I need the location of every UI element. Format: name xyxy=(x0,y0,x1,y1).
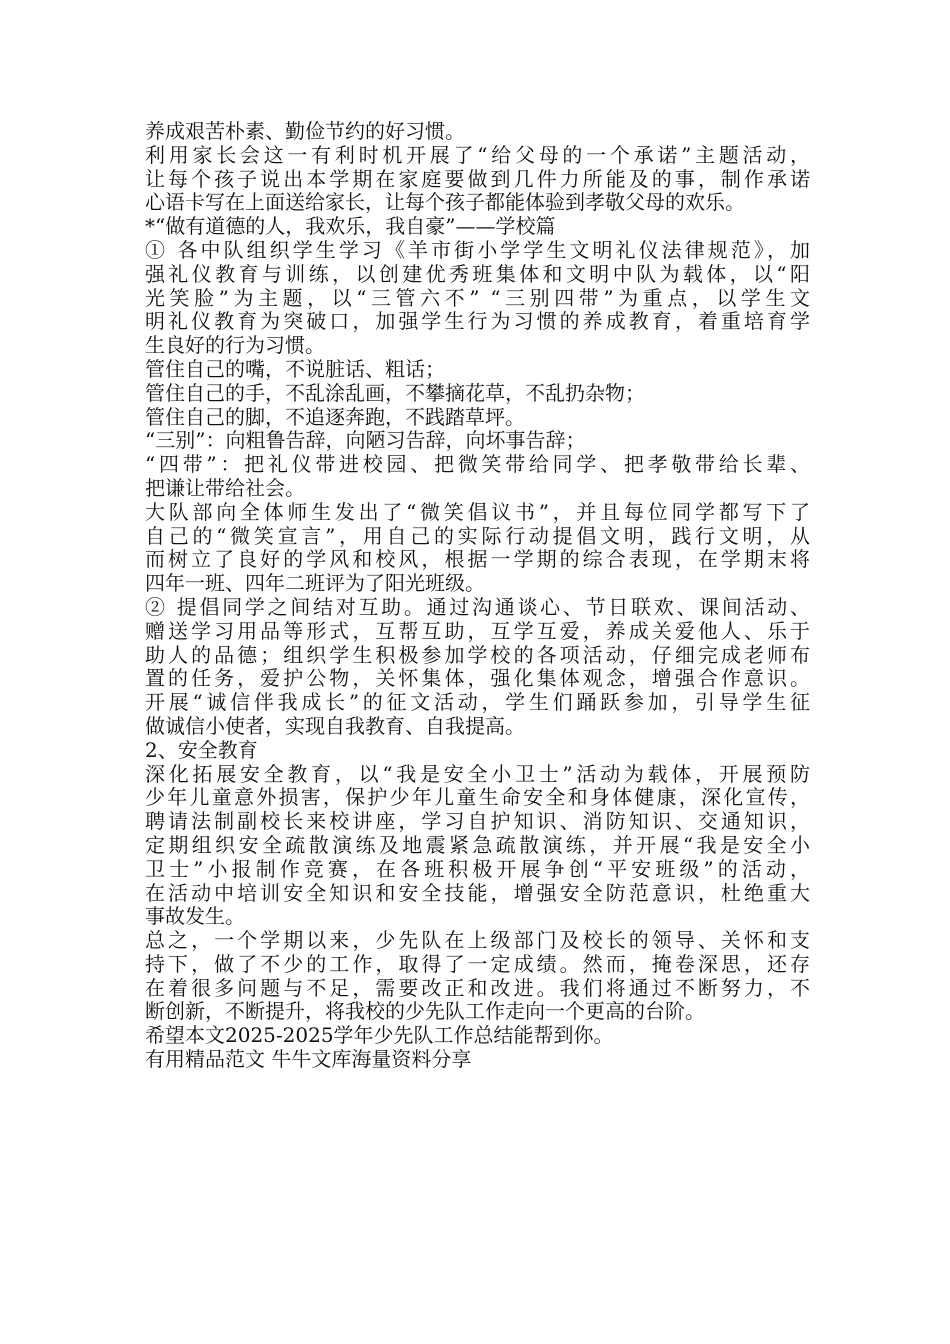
text-line: 而树立了良好的学风和校风，根据一学期的综合表现，在学期末将 xyxy=(145,547,810,572)
text-line: 做诚信小使者，实现自我教育、自我提高。 xyxy=(145,713,525,738)
text-line: 助人的品德；组织学生积极参加学校的各项活动，仔细完成老师布 xyxy=(145,642,810,667)
text-line: 光笑脸”为主题，以“三管六不” “三别四带”为重点，以学生文 xyxy=(145,285,810,310)
document-page xyxy=(145,120,810,1072)
text-line: 在活动中培训安全知识和安全技能，增强安全防范意识，杜绝重大 xyxy=(145,880,810,905)
text-line: 总之，一个学期以来，少先队在上级部门及校长的领导、关怀和支 xyxy=(145,928,810,953)
text-line: 聘请法制副校长来校讲座，学习自护知识、消防知识、交通知识， xyxy=(145,809,810,834)
text-line: 心语卡写在上面送给家长，让每个孩子都能体验到孝敬父母的欢乐。 xyxy=(145,190,745,215)
text-line: ② 提倡同学之间结对互助。通过沟通谈心、节日联欢、课间活动、 xyxy=(145,594,810,619)
text-line: 在着很多问题与不足，需要改正和改进。我们将通过不断努力，不 xyxy=(145,975,810,1000)
text-line: 少年儿童意外损害，保护少年儿童生命安全和身体健康，深化宣传， xyxy=(145,785,810,810)
text-line: *“做有道德的人，我欢乐，我自豪”——学校篇 xyxy=(145,214,556,239)
text-line: 断创新，不断提升，将我校的少先队工作走向一个更高的台阶。 xyxy=(145,999,705,1024)
text-line: 开展“诚信伴我成长”的征文活动，学生们踊跃参加，引导学生征 xyxy=(145,690,810,715)
text-line: 2、安全教育 xyxy=(145,737,258,762)
text-line: 持下，做了不少的工作，取得了一定成绩。然而，掩卷深思，还存 xyxy=(145,951,810,976)
text-line: 深化拓展安全教育，以“我是安全小卫士”活动为载体，开展预防 xyxy=(145,761,810,786)
text-line: 事故发生。 xyxy=(145,904,245,929)
text-line: “三别”：向粗鲁告辞，向陋习告辞，向坏事告辞； xyxy=(145,428,586,453)
text-line: 自己的“微笑宣言”，用自己的实际行动提倡文明，践行文明，从 xyxy=(145,523,810,548)
text-line: 四年一班、四年二班评为了阳光班级。 xyxy=(145,571,485,596)
text-line: 让每个孩子说出本学期在家庭要做到几件力所能及的事，制作承诺 xyxy=(145,166,810,191)
text-line: “四带”：把礼仪带进校园、把微笑带给同学、把孝敬带给长辈、 xyxy=(145,452,810,477)
text-line: 大队部向全体师生发出了“微笑倡议书”，并且每位同学都写下了 xyxy=(145,499,810,524)
text-line: 卫士”小报制作竞赛，在各班积极开展争创“平安班级”的活动， xyxy=(145,856,810,881)
text-line: ① 各中队组织学生学习《羊市街小学学生文明礼仪法律规范》，加 xyxy=(145,237,810,262)
text-line: 利用家长会这一有利时机开展了“给父母的一个承诺”主题活动， xyxy=(145,142,810,167)
text-line: 赠送学习用品等形式，互帮互助，互学互爱，养成关爱他人、乐于 xyxy=(145,618,810,643)
text-line: 管住自己的脚，不追逐奔跑，不践踏草坪。 xyxy=(145,404,525,429)
text-line: 管住自己的手，不乱涂乱画，不攀摘花草，不乱扔杂物； xyxy=(145,380,645,405)
text-line: 生良好的行为习惯。 xyxy=(145,333,325,358)
text-line: 明礼仪教育为突破口，加强学生行为习惯的养成教育，着重培育学 xyxy=(145,309,810,334)
text-line: 希望本文2025-2025学年少先队工作总结能帮到你。 xyxy=(145,1023,614,1048)
text-line: 管住自己的嘴，不说脏话、粗话； xyxy=(145,356,445,381)
text-line: 把谦让带给社会。 xyxy=(145,475,305,500)
text-line: 定期组织安全疏散演练及地震紧急疏散演练，并开展“我是安全小 xyxy=(145,832,810,857)
text-line: 强礼仪教育与训练，以创建优秀班集体和文明中队为载体，以“阳 xyxy=(145,261,810,286)
text-line: 养成艰苦朴素、勤俭节约的好习惯。 xyxy=(145,119,465,143)
text-line: 有用精品范文 牛牛文库海量资料分享 xyxy=(145,1047,472,1072)
text-line: 置的任务，爱护公物，关怀集体，强化集体观念，增强合作意识。 xyxy=(145,666,810,691)
